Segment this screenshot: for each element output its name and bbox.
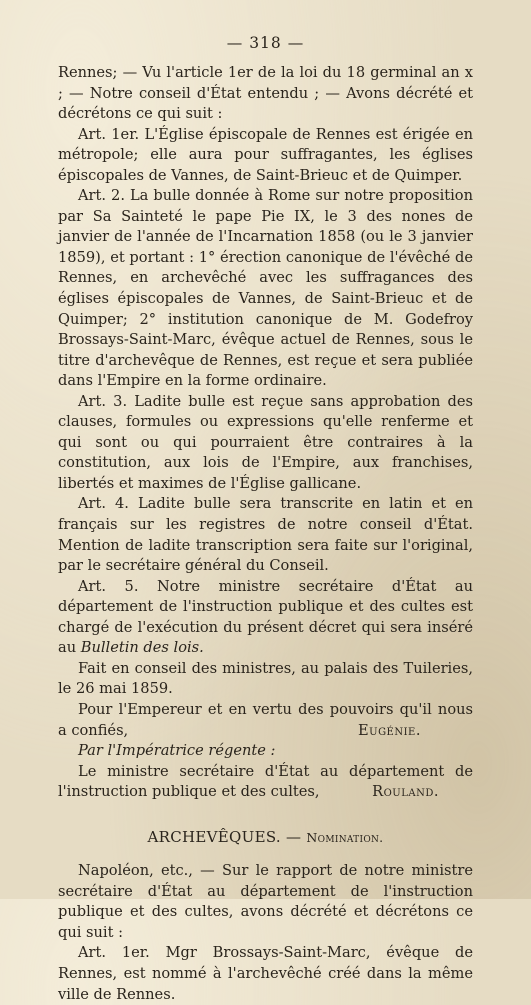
preamble-paragraph: Rennes; — Vu l'article 1er de la loi du 18 germinal an x ; — Notre conseil d'État entendu ; — Avons décrété et décrétons ce qui suit : xyxy=(58,64,473,123)
article-5-paragraph xyxy=(58,577,473,659)
section-subtitle: Nomination. xyxy=(306,829,384,845)
article-1-paragraph: Art. 1er. L'Église épiscopale de Rennes est érigée en métropole; elle aura pour suffragantes, les églises épiscopales de Vannes, de Saint-Brieuc et de Quimper. xyxy=(58,125,473,184)
napoleon-paragraph: Napoléon, etc., — Sur le rapport de notre ministre secrétaire d'État au département de l'instruction publique et des cultes, avons décrété et décrétons ce qui suit : xyxy=(58,862,473,941)
signature-rouland: Rouland. xyxy=(372,783,439,801)
section-heading xyxy=(58,827,473,849)
page-number: — 318 — xyxy=(226,34,305,52)
section-title: ARCHEVÊQUES. — xyxy=(147,827,302,846)
article-4-paragraph: Art. 4. Ladite bulle sera transcrite en latin et en français sur les registres de notre conseil d'État. Mention de ladite transcription sera faite sur l'original, par le secrétaire général du Conseil. xyxy=(58,495,473,575)
article-3-paragraph: Art. 3. Ladite bulle est reçue sans approbation des clauses, formules ou expressions qu'elle renferme et qui sont ou qui pourraient être contraires à la constitution, aux lois de l'Empire, aux franchises, libertés et maximes de l'Église gallicane. xyxy=(58,392,473,492)
decree-text xyxy=(58,63,473,1005)
regente-heading: Par l'Impératrice régente : xyxy=(78,742,276,760)
nomination-article-paragraph: Art. 1er. Mgr Brossays-Saint-Marc, évêque de Rennes, est nommé à l'archevêché créé dans la même ville de Rennes. xyxy=(58,944,473,1003)
empereur-line: Pour l'Empereur et en vertu des pouvoirs qu'il nous a confiés, xyxy=(58,700,473,739)
date-paragraph: Fait en conseil des ministres, au palais des Tuileries, le 26 mai 1859. xyxy=(58,659,473,698)
bulletin-reference: Bulletin des lois. xyxy=(80,639,204,657)
signature-eugenie: Eugénie. xyxy=(357,721,421,739)
ministre-paragraph: Le ministre secrétaire d'État au département de l'instruction publique et des cultes, xyxy=(58,762,473,801)
article-2-paragraph: Art. 2. La bulle donnée à Rome sur notre proposition par Sa Sainteté le pape Pie IX, le 3 des nones de janvier de l'année de l'Incarnation 1858 (ou le 3 janvier 1859), et portant : 1° érection canonique de l'évêché de Rennes, en archevêché avec les suffragances des églises épiscopales de Vannes, de Saint-Brieuc et de Quimper; 2° institution canonique de M. Godefroy Brossays-Saint-Marc, évêque actuel de Rennes, sous le titre d'archevêque de Rennes, est reçue et sera publiée dans l'Empire en la forme ordinaire. xyxy=(58,187,473,390)
article-5-text: Art. 5. Notre ministre secrétaire d'État au département de l'instruction publique et des cultes est chargé de l'exécution du présent décret qui sera inséré au xyxy=(58,577,473,657)
